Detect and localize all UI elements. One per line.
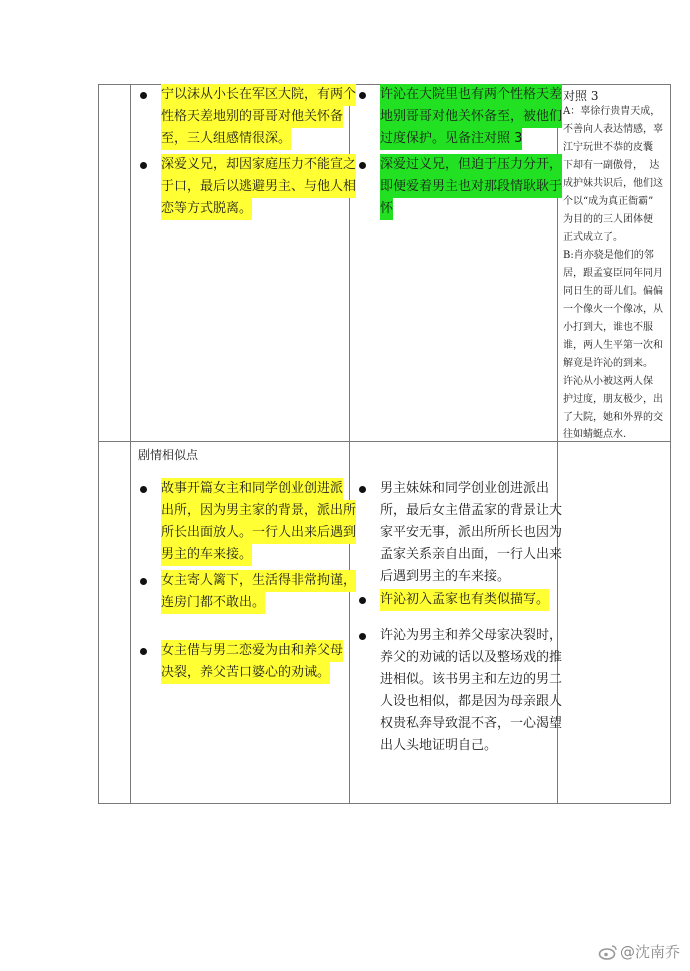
bullet-line: 许沁初入孟家也有类似描写。 <box>380 589 549 611</box>
table-border-bottom <box>98 803 671 804</box>
bullet-dot <box>140 162 147 169</box>
bullet-line: 许沁在大院里也有两个性格天差 <box>380 84 562 106</box>
bullet-line: 宁以沫从小长在军区大院，有两个 <box>161 84 356 106</box>
bullet-line: 于口，最后以逃避男主、与他人相 <box>161 176 356 198</box>
bullet-line: 男主妹妹和同学创业创进派出 <box>380 481 550 496</box>
note-line: 不善向人表达情感，辜 <box>563 124 663 135</box>
bullet-line: 地别哥哥对他关怀备至，被他们 <box>380 106 562 128</box>
table-border-right <box>670 84 671 804</box>
note-line: 一个像火一个像冰，从 <box>563 304 663 315</box>
note-line: A：辜徐行贵胄天成， <box>563 106 661 117</box>
bullet-dot <box>140 648 147 655</box>
note-line: 正式成立了。 <box>563 232 623 243</box>
table-border-left <box>98 84 99 804</box>
bullet-dot <box>140 486 147 493</box>
bullet-line: 许沁为男主和养父母家决裂时， <box>380 628 563 643</box>
note-line: 往如蜻蜓点水. <box>563 429 627 440</box>
weibo-logo-icon <box>598 944 618 960</box>
bullet-line: 出人头地证明自己。 <box>380 738 498 753</box>
bullet-line: 所长出面放人。一行人出来后遇到 <box>161 522 356 544</box>
bullet-line: 后遇到男主的车来接。 <box>380 569 511 584</box>
note-line: 成护妹共识后，他们这 <box>563 178 663 189</box>
col-divider-1 <box>130 84 131 804</box>
note-line: 谁，两人生平第一次和 <box>563 340 663 351</box>
bullet-line: 性格天差地别的哥哥对他关怀备 <box>161 106 343 128</box>
bullet-line: 男主的车来接。 <box>161 544 252 566</box>
bullet-line: 孟家关系亲自出面，一行人出来 <box>380 547 563 562</box>
bullet-line: 家平安无事，派出所所长也因为 <box>380 525 563 540</box>
bullet-line: 养父的劝诫的话以及整场戏的推 <box>380 650 563 665</box>
bullet-line: 决裂，养父苦口婆心的劝诫。 <box>161 662 330 684</box>
bullet-line: 权贵私奔导致混不吝，一心渴望 <box>380 716 563 731</box>
bullet-line: 怀 <box>380 198 393 220</box>
bullet-line: 故事开篇女主和同学创业创进派 <box>161 478 343 500</box>
bullet-line: 过度保护。见备注对照 3 <box>380 128 522 150</box>
bullet-line: 女主借与男二恋爱为由和养父母 <box>161 640 343 662</box>
note-line: 护过度，朋友极少，出 <box>563 394 663 405</box>
note-line: 为目的的三人团体便 <box>563 214 653 225</box>
bullet-line: 连房门都不敢出。 <box>161 592 265 614</box>
bullet-line: 女主寄人篱下，生活得非常拘谨， <box>161 570 356 592</box>
bullet-line: 深爱过义兄，但迫于压力分开， <box>380 154 562 176</box>
note-line: 解竟是许沁的到来。 <box>563 358 653 369</box>
bullet-dot <box>359 92 366 99</box>
note-line: 小打到大，谁也不服 <box>563 322 653 333</box>
bullet-line: 出所，因为男主家的背景，派出所 <box>161 500 356 522</box>
bullet-line: 人设也相似，都是因为母亲跟人 <box>380 694 563 709</box>
section-label: 剧情相似点 <box>138 448 199 462</box>
note-line: 下却有一副傲骨， 达 <box>563 160 660 171</box>
note-line: 同日生的哥儿们。偏偏 <box>563 286 663 297</box>
bullet-line: 即便爱着男主也对那段情耿耿于 <box>380 176 562 198</box>
bullet-dot <box>359 162 366 169</box>
note-line: 个以“成为真正衙霸” <box>563 196 654 207</box>
notes-title: 对照 3 <box>563 89 599 103</box>
bullet-dot <box>359 486 366 493</box>
note-line: 许沁从小被这两人保 <box>563 376 653 387</box>
bullet-dot <box>140 92 147 99</box>
note-line: 居，跟孟宴臣同年同月 <box>563 268 663 279</box>
note-line: 江宁玩世不恭的皮囊 <box>563 142 653 153</box>
bullet-line: 至，三人组感情很深。 <box>161 128 291 150</box>
bullet-line: 深爱义兄，却因家庭压力不能宣之 <box>161 154 356 176</box>
note-line: B:肖亦骁是他们的邻 <box>563 250 654 261</box>
bullet-line: 进相似。该书男主和左边的男二 <box>380 672 563 687</box>
bullet-dot <box>359 633 366 640</box>
bullet-dot <box>359 597 366 604</box>
bullet-line: 恋等方式脱离。 <box>161 198 252 220</box>
bullet-dot <box>140 578 147 585</box>
note-line: 了大院，她和外界的交 <box>563 412 663 423</box>
bullet-line: 所，最后女主借孟家的背景让大 <box>380 503 563 518</box>
watermark-text: @沈南乔 <box>620 943 681 961</box>
